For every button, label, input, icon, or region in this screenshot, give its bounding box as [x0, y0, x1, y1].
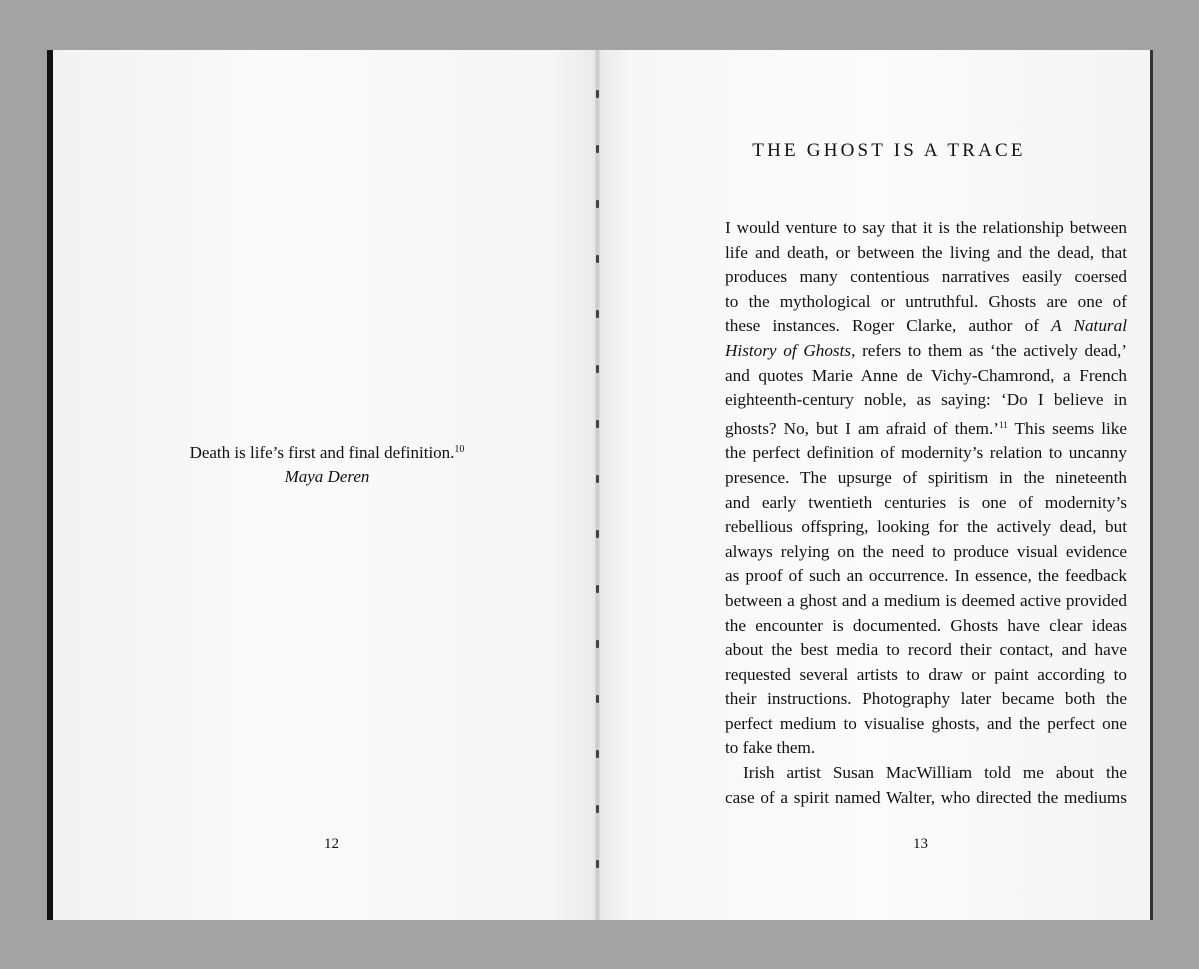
text-line: to the mythological or untruthful. Ghosts are one of	[725, 291, 1127, 311]
text-line: requested several artists to draw or paint according to	[725, 664, 1127, 684]
binding-stitch	[596, 805, 599, 813]
binding-stitch	[596, 420, 599, 428]
text-line: presence. The upsurge of spiritism in the nineteenth	[725, 467, 1127, 487]
text-line: perfect medium to visualise ghosts, and the perfect one	[725, 713, 1127, 733]
text-line: life and death, or between the living and the dead, that	[725, 242, 1127, 262]
epigraph-quote: Death is life’s first and final definition.	[189, 443, 455, 462]
book-spread	[47, 50, 1153, 920]
text-line	[725, 339, 1127, 364]
binding-stitch	[596, 145, 599, 153]
text-run: these instances. Roger Clarke, author of	[725, 316, 1052, 336]
text-line	[725, 413, 1127, 442]
right-page	[597, 50, 1153, 920]
chapter-title: THE GHOST IS A TRACE	[752, 140, 1026, 161]
show-through-text	[135, 112, 581, 235]
text-line: as proof of such an occurrence. In essence, the feedback	[725, 566, 1127, 586]
binding-stitch	[596, 860, 599, 868]
text-line: their instructions. Photography later became both the	[725, 689, 1127, 709]
page-edge	[47, 50, 53, 920]
binding-stitch	[596, 365, 599, 373]
text-line: the perfect definition of modernity’s relation to uncanny	[725, 443, 1127, 463]
footnote-marker: 11	[999, 419, 1008, 430]
epigraph	[147, 438, 507, 489]
book-title: A Natural	[1051, 316, 1127, 336]
text-line: and early twentieth centuries is one of modernity’s	[725, 492, 1127, 512]
page-number-left: 12	[324, 836, 339, 852]
binding-stitch	[596, 200, 599, 208]
text-line	[725, 314, 1127, 339]
text-line: the encounter is documented. Ghosts have clear ideas	[725, 615, 1127, 635]
left-page	[47, 50, 597, 920]
text-run: ghosts? No, but I am afraid of them.’	[725, 418, 1000, 438]
text-line: about the best media to record their contact, and have	[725, 640, 1127, 660]
text-run: This seems like	[1007, 418, 1128, 438]
body-text	[725, 216, 1127, 810]
text-line: case of a spirit named Walter, who directed the mediums	[725, 787, 1127, 807]
binding-stitch	[596, 695, 599, 703]
text-run: , refers to them as ‘the actively dead,’	[851, 340, 1127, 360]
page-edge	[1150, 50, 1153, 920]
footnote-marker: 10	[454, 444, 465, 455]
binding-stitch	[596, 90, 599, 98]
text-line: produces many contentious narratives easily coersed	[725, 267, 1127, 287]
book-title: History of Ghosts	[725, 340, 852, 360]
epigraph-author: Maya Deren	[284, 467, 370, 486]
binding-stitch	[596, 475, 599, 483]
text-line: eighteenth-century noble, as saying: ‘Do I believe in	[725, 390, 1127, 410]
text-line: between a ghost and a medium is deemed active provided	[725, 590, 1127, 610]
text-line: and quotes Marie Anne de Vichy-Chamrond, a French	[725, 365, 1127, 385]
binding-stitch	[596, 310, 599, 318]
book-gutter	[595, 50, 600, 920]
binding-stitch	[596, 640, 599, 648]
binding-stitch	[596, 750, 599, 758]
text-line: always relying on the need to produce visual evidence	[725, 541, 1127, 561]
text-line: Irish artist Susan MacWilliam told me about the	[743, 763, 1127, 783]
binding-stitch	[596, 530, 599, 538]
text-line: I would venture to say that it is the relationship between	[725, 218, 1127, 237]
page-number-right: 13	[913, 836, 928, 852]
text-line: to fake them.	[725, 738, 816, 758]
binding-stitch	[596, 255, 599, 263]
text-line: rebellious offspring, looking for the actively dead, but	[725, 517, 1127, 537]
binding-stitch	[596, 585, 599, 593]
